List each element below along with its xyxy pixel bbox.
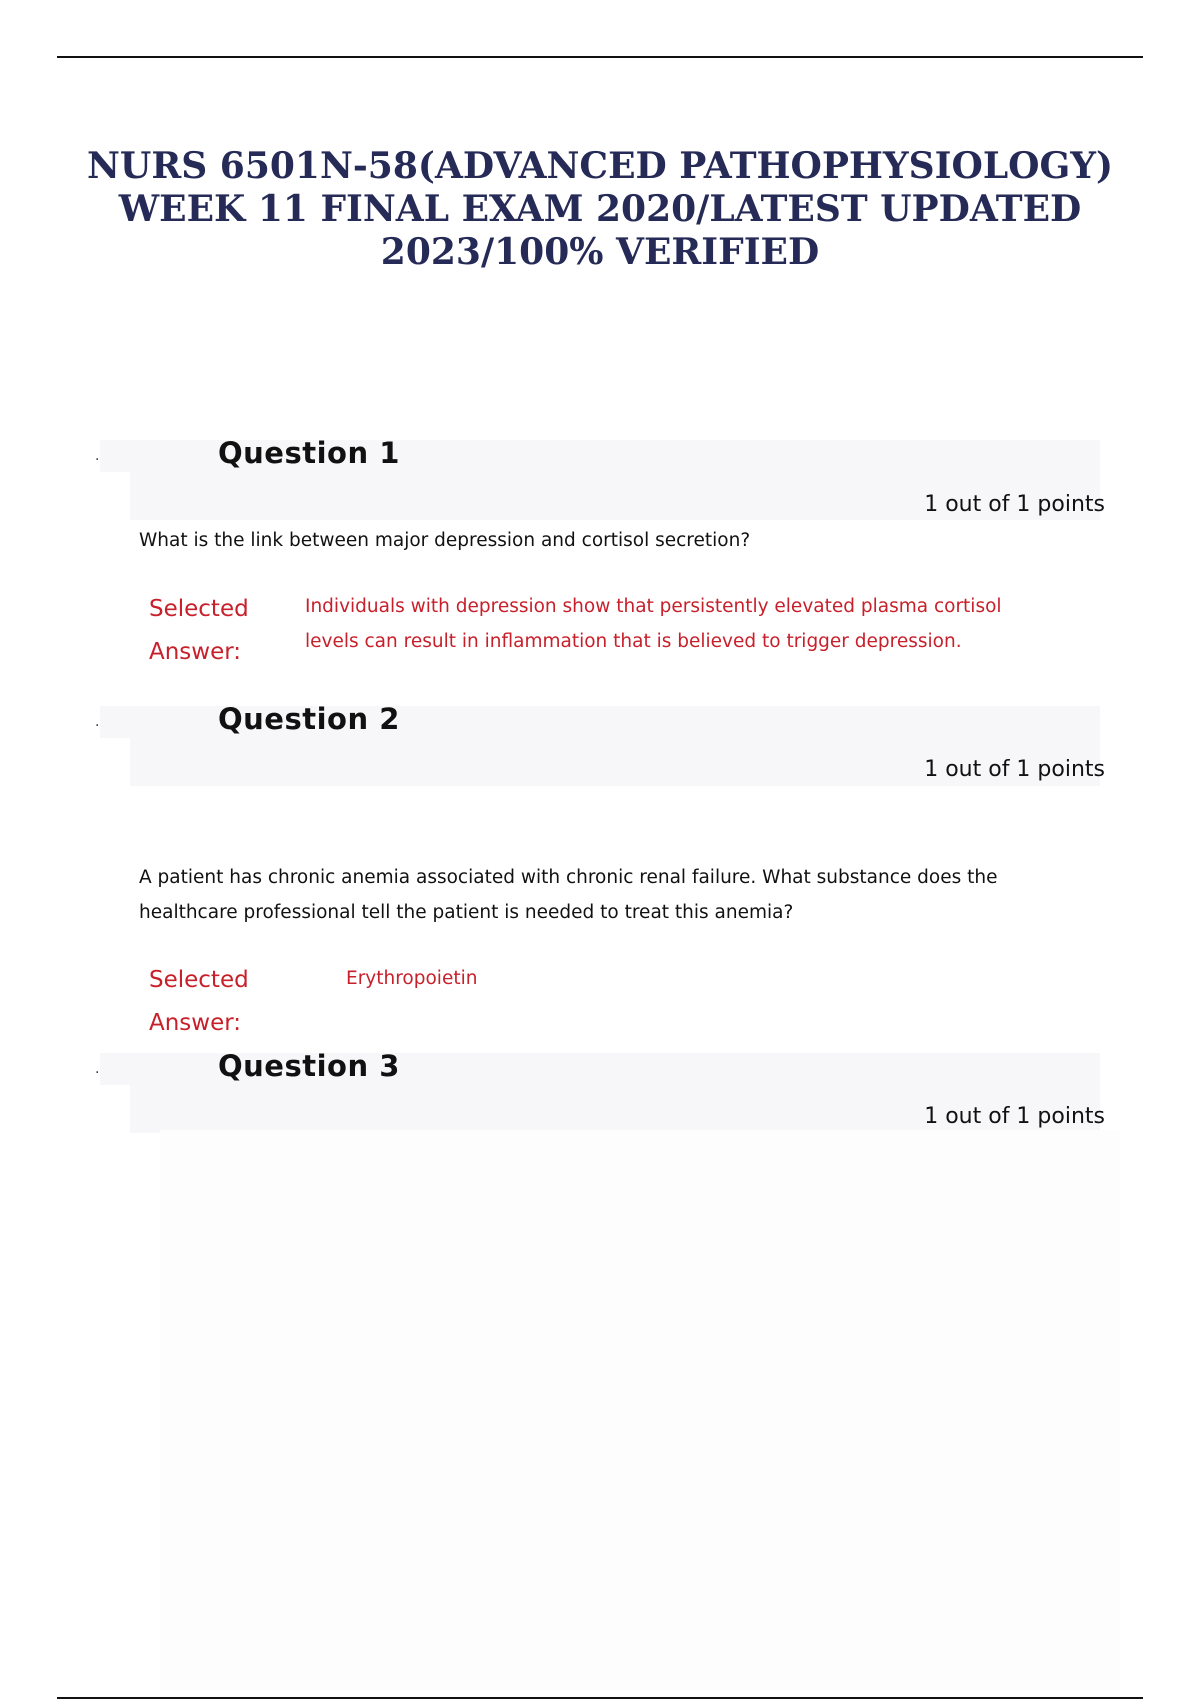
question-bullet: .: [95, 448, 100, 464]
question-2-selected-answer: Erythropoietin: [346, 968, 478, 989]
question-1-title: Question 1: [218, 436, 400, 470]
question-2-selected-label: Selected Answer:: [149, 967, 249, 1036]
document-title: NURS 6501N-58(ADVANCED PATHOPHYSIOLOGY) WEEK 11 FINAL EXAM 2020/LATEST UPDATED 2023/100% VERIFIED: [87, 145, 1113, 273]
question-3-title: Question 3: [218, 1049, 400, 1083]
question-2-points: 1 out of 1 points: [924, 757, 1105, 782]
question-bullet: .: [95, 714, 100, 730]
question-1-selected-answer: Individuals with depression show that persistently elevated plasma cortisol levels can result in inflammation that is believed to trigger depression.: [305, 596, 1002, 652]
question-1-text: What is the link between major depression and cortisol secretion?: [139, 530, 751, 551]
lower-page-area: [160, 1130, 1120, 1690]
question-2-text: A patient has chronic anemia associated with chronic renal failure. What substance does the healthcare professional tell the patient is needed to treat this anemia?: [139, 867, 998, 923]
question-3-points: 1 out of 1 points: [924, 1104, 1105, 1129]
question-2-title: Question 2: [218, 702, 400, 736]
top-rule: [57, 56, 1143, 58]
bottom-rule: [57, 1697, 1143, 1699]
question-1-selected-label: Selected Answer:: [149, 596, 249, 665]
question-1-points: 1 out of 1 points: [924, 492, 1105, 517]
question-bullet: .: [95, 1061, 100, 1077]
